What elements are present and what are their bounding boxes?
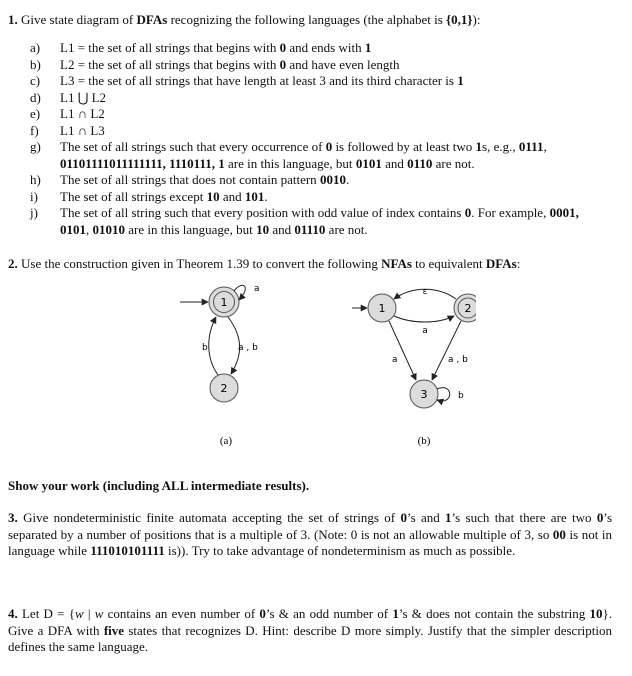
q4-paragraph: 4. Let D = {w | w contains an even number of 0’s & an odd number of 1’s & does not contain the substring 10}. Give a DFA with five states that recognizes D. Hint: describe D more simply. Justify that the simpler description defines the same language. — [8, 606, 613, 654]
q1-item-c: c) L3 = the set of all strings that have length at least 3 and its third character is 1 — [30, 73, 464, 88]
q2-heading: 2. Use the construction given in Theorem 1.39 to convert the following NFAs to equivalent DFAs: — [8, 256, 521, 271]
nfa-b-state-2-label: 2 — [464, 302, 472, 315]
nfa-a-edge-2-1 — [209, 317, 218, 375]
nfa-a-loop-label: a — [254, 284, 260, 294]
nfa-b-edge-1-3 — [389, 321, 416, 380]
nfa-b — [352, 287, 476, 447]
q1-item-h: h) The set of all strings that does not contain pattern 0010. — [30, 172, 350, 187]
show-work-note: Show your work (including ALL intermediate results). — [8, 478, 310, 493]
nfa-b-state-3-label: 3 — [420, 388, 428, 401]
q1-item-b: b) L2 = the set of all strings that begins with 0 and have even length — [30, 56, 400, 72]
nfa-diagrams — [176, 278, 476, 458]
nfa-b-eps-label: ε — [422, 287, 428, 297]
nfa-b-edge-1-2 — [394, 316, 454, 322]
nfa-b-loop-3-label: b — [458, 391, 464, 401]
q3-paragraph: 3. Give nondeterministic finite automata accepting the set of strings of 0’s and 1’s such that there are two 0’s separated by a number of positions that is a multiple of 3. (Note: 0 is not an allowable multiple of 3, so 00 is not in language while 111010101111 is)). Try to take advantage of nondeterminism as much as possible. — [8, 510, 612, 558]
nfa-a — [180, 284, 260, 447]
nfa-b-edge-1-3-label: a — [392, 355, 398, 365]
nfa-a-edge-1-2-label: a , b — [238, 343, 258, 353]
q1-heading: 1. Give state diagram of DFAs recognizing the following languages (the alphabet is {0,1}): — [8, 12, 481, 27]
nfa-b-edge-2-3-label: a , b — [448, 355, 468, 365]
q1-item-list — [30, 40, 620, 238]
nfa-a-caption: (a) — [219, 435, 233, 447]
q1-item-f: f) L1 ∩ L3 — [30, 122, 105, 138]
nfa-b-edge-2-3 — [432, 321, 461, 380]
q1-item-d: d) L1 ⋃ L2 — [30, 89, 107, 105]
nfa-b-edge-1-2-label: a — [422, 326, 428, 336]
q1-item-j: j) The set of all string such that every position with odd value of index contains 0. For example, 0001, 0101, 01010 are in this language, but 10 and 01110 are not. — [30, 205, 579, 237]
q1-item-g: g) The set of all strings such that every occurrence of 0 is followed by at least two 1s, e.g., 0111, 01101111011111111, 1110111, 1 are in this language, but 0101 and 0110 are not. — [30, 139, 547, 171]
nfa-b-state-1-label: 1 — [378, 302, 386, 315]
nfa-a-edge-2-1-label: b — [202, 343, 208, 353]
nfa-b-loop-3 — [437, 388, 450, 401]
q1-item-e: e) L1 ∩ L2 — [30, 106, 105, 121]
q1-item-i: i) The set of all strings except 10 and 101. — [30, 188, 268, 204]
nfa-a-state-2-label: 2 — [220, 382, 228, 395]
q1-item-a: a) L1 = the set of all strings that begins with 0 and ends with 1 — [30, 40, 372, 55]
nfa-a-state-1-label: 1 — [220, 296, 228, 309]
nfa-b-caption: (b) — [417, 435, 431, 447]
